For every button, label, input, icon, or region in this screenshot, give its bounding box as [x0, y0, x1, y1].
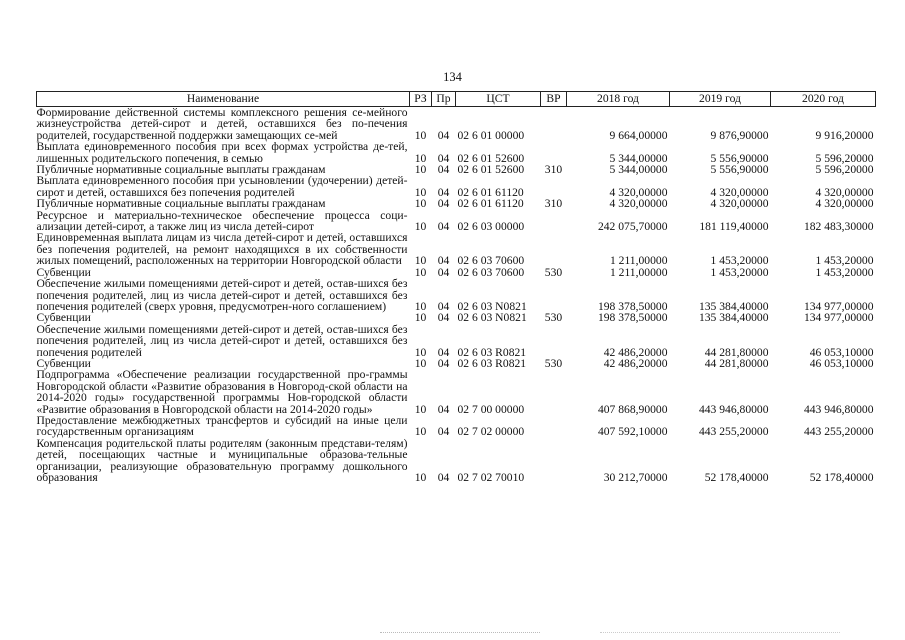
cell-pr: 04	[437, 128, 450, 142]
cell-y2018: 4 320,00000	[609, 197, 668, 211]
cell-pr: 04	[437, 197, 450, 211]
cell-y2018: 9 664,00000	[609, 128, 668, 142]
cell-rz: 10	[414, 425, 427, 439]
page-number: 134	[443, 70, 462, 84]
cell-y2018: 5 344,00000	[609, 163, 668, 177]
cell-y2019: 181 119,40000	[699, 220, 769, 234]
cell-vr	[541, 175, 567, 198]
header-rz: РЗ	[410, 92, 432, 107]
table-row	[37, 210, 876, 233]
header-cst: ЦСТ	[456, 92, 541, 107]
cell-y2020: 52 178,40000	[809, 471, 874, 484]
cell-y2018: 30 212,70000	[603, 471, 668, 484]
cell-vr	[541, 415, 567, 438]
cell-y2018: 42 486,20000	[603, 345, 668, 359]
cell-y2020: 134 977,00000	[803, 299, 874, 313]
cell-vr	[541, 369, 567, 415]
cell-y2019: 135 384,40000	[698, 311, 769, 325]
cell-cst: 02 7 02 70010	[457, 471, 525, 484]
cell-y2018: 5 344,00000	[609, 151, 668, 165]
header-2020: 2020 год	[771, 92, 876, 107]
cell-vr: 310	[544, 197, 563, 211]
cell-name: Обеспечение жилыми помещениями детей-сирот и детей, остав-шихся без попечения родителей, лиц из числа детей-сирот и детей, оставшихся без попечения родителей	[36, 322, 408, 359]
cell-y2018: 407 868,90000	[597, 402, 668, 416]
cell-pr: 04	[437, 265, 450, 279]
cell-y2020: 443 255,20000	[803, 425, 874, 439]
cell-pr: 04	[437, 151, 450, 165]
cell-cst: 02 7 00 00000	[457, 402, 525, 416]
cell-name: Выплата единовременного пособия при усыновлении (удочерении) детей-сирот и детей, оставшихся без попечения родителей	[36, 174, 408, 199]
table-row	[37, 324, 876, 358]
header-2018: 2018 год	[567, 92, 670, 107]
cell-y2019: 1 453,20000	[710, 254, 769, 268]
cell-y2020: 1 453,20000	[815, 265, 874, 279]
cell-cst: 02 6 03 R0821	[457, 356, 527, 370]
cell-pr: 04	[437, 254, 450, 268]
cell-y2020: 182 483,30000	[803, 220, 874, 234]
cell-name: Субвенции	[36, 311, 91, 325]
cell-pr: 04	[437, 402, 450, 416]
cell-pr: 04	[437, 299, 450, 313]
cell-pr: 04	[437, 220, 450, 234]
table-row	[37, 107, 876, 142]
cell-rz: 10	[414, 299, 427, 313]
cell-pr: 04	[437, 425, 450, 439]
header-name: Наименование	[37, 92, 410, 107]
cell-rz: 10	[414, 254, 427, 268]
cell-rz: 10	[414, 151, 427, 165]
scan-artifact	[380, 632, 540, 634]
cell-rz: 10	[414, 402, 427, 416]
cell-cst: 02 6 01 52600	[457, 163, 525, 177]
cell-rz: 10	[414, 311, 427, 325]
cell-cst: 02 6 03 70600	[457, 265, 525, 279]
cell-y2018: 198 378,50000	[597, 299, 668, 313]
cell-vr	[541, 278, 567, 312]
cell-rz: 10	[414, 128, 427, 142]
cell-y2020: 1 453,20000	[815, 254, 874, 268]
cell-vr	[541, 141, 567, 164]
cell-y2019: 5 556,90000	[710, 151, 769, 165]
cell-y2020: 443 946,80000	[803, 402, 874, 416]
header-2019: 2019 год	[670, 92, 771, 107]
cell-y2019: 9 876,90000	[710, 128, 769, 142]
cell-y2020: 9 916,20000	[815, 128, 874, 142]
table-row	[37, 141, 876, 164]
table-row	[37, 198, 876, 209]
cell-y2018: 407 592,10000	[597, 425, 668, 439]
cell-y2018: 1 211,00000	[609, 254, 668, 268]
cell-cst: 02 6 03 R0821	[457, 345, 527, 359]
cell-pr: 04	[437, 311, 450, 325]
cell-y2019: 5 556,90000	[710, 163, 769, 177]
cell-y2019: 443 946,80000	[698, 402, 769, 416]
cell-vr: 310	[544, 163, 563, 177]
cell-y2019: 44 281,80000	[704, 345, 769, 359]
cell-y2020: 4 320,00000	[815, 185, 874, 199]
cell-y2019: 1 453,20000	[710, 265, 769, 279]
cell-pr: 04	[437, 356, 450, 370]
cell-cst: 02 7 02 00000	[457, 425, 525, 439]
cell-y2019: 443 255,20000	[698, 425, 769, 439]
cell-rz: 10	[414, 220, 427, 234]
cell-name: Ресурсное и материально-техническое обеспечение процесса соци-ализации детей-сирот, а также лиц из числа детей-сирот	[36, 208, 408, 234]
cell-y2020: 5 596,20000	[815, 151, 874, 165]
table-row	[37, 415, 876, 438]
cell-cst: 02 6 01 61120	[457, 185, 524, 199]
cell-cst: 02 6 03 70600	[457, 254, 525, 268]
cell-y2020: 5 596,20000	[815, 163, 874, 177]
cell-cst: 02 6 03 N0821	[457, 311, 527, 325]
scan-artifact	[600, 632, 840, 634]
cell-rz: 10	[414, 265, 427, 279]
cell-y2019: 44 281,80000	[704, 356, 769, 370]
cell-vr	[541, 107, 567, 142]
cell-y2019: 135 384,40000	[698, 299, 769, 313]
table-row	[37, 232, 876, 266]
table-row	[37, 438, 876, 484]
cell-y2020: 46 053,10000	[809, 345, 874, 359]
cell-y2020: 134 977,00000	[803, 311, 874, 325]
table-row	[37, 312, 876, 323]
cell-name: Обеспечение жилыми помещениями детей-сирот и детей, остав-шихся без попечения родителей, лиц из числа детей-сирот и детей, оставшихся без попечения родителей (сверх уровня, предусмотрен-ного соглашением)	[36, 277, 408, 313]
budget-table	[36, 91, 876, 483]
cell-pr: 04	[437, 163, 450, 177]
cell-vr	[541, 438, 567, 484]
cell-cst: 02 6 01 61120	[457, 197, 524, 211]
table-row	[37, 369, 876, 415]
cell-y2019: 4 320,00000	[710, 197, 769, 211]
cell-cst: 02 6 01 00000	[457, 128, 525, 142]
table-row	[37, 175, 876, 198]
cell-rz: 10	[414, 185, 427, 199]
cell-name: Единовременная выплата лицам из числа детей-сирот и детей, оставшихся без попечения родителей, на ремонт находящихся в их собственности жилых помещений, расположенных на территории Новгородской области	[36, 231, 408, 268]
cell-rz: 10	[414, 197, 427, 211]
cell-name: Предоставление межбюджетных трансфертов и субсидий на иные цели государственным организациям	[36, 413, 408, 439]
cell-name: Выплата единовременного пособия при всех формах устройства де-тей, лишенных родительского попечения, в семью	[36, 140, 408, 165]
cell-name: Публичные нормативные социальные выплаты гражданам	[36, 163, 326, 177]
cell-rz: 10	[414, 471, 427, 484]
cell-name: Субвенции	[36, 265, 91, 279]
cell-vr	[541, 232, 567, 266]
cell-name: Формирование действенной системы комплексного решения се-мейного жизнеустройства детей-сирот и детей, оставшихся без по-печения родителей, государственной поддержки замещающих се-мей	[36, 106, 408, 142]
cell-cst: 02 6 03 00000	[457, 220, 525, 234]
header-pr: Пр	[432, 92, 456, 107]
header-vr: ВР	[541, 92, 567, 107]
cell-vr	[541, 210, 567, 233]
cell-y2018: 198 378,50000	[597, 311, 668, 325]
cell-vr: 530	[544, 311, 563, 325]
table-header	[37, 92, 876, 107]
cell-y2018: 242 075,70000	[597, 220, 668, 234]
cell-name: Субвенции	[36, 356, 91, 370]
cell-rz: 10	[414, 163, 427, 177]
cell-vr	[541, 324, 567, 358]
table-row	[37, 278, 876, 312]
cell-rz: 10	[414, 345, 427, 359]
cell-pr: 04	[437, 345, 450, 359]
cell-vr: 530	[544, 265, 563, 279]
cell-pr: 04	[437, 185, 450, 199]
cell-y2020: 46 053,10000	[809, 356, 874, 370]
table-body	[37, 107, 876, 484]
cell-y2019: 52 178,40000	[704, 471, 769, 484]
cell-pr: 04	[437, 471, 450, 484]
cell-y2018: 42 486,20000	[603, 356, 668, 370]
cell-name: Подпрограмма «Обеспечение реализации государственной про-граммы Новгородской области «Развитие образования в Новгород-ской области на 2014-2020 годы» государственной программы Нов-городской области «Развитие образования в Новгородской области на 2014-2020 годы»	[36, 368, 408, 416]
cell-cst: 02 6 01 52600	[457, 151, 525, 165]
cell-y2019: 4 320,00000	[710, 185, 769, 199]
cell-y2020: 4 320,00000	[815, 197, 874, 211]
cell-name: Публичные нормативные социальные выплаты гражданам	[36, 197, 326, 211]
cell-cst: 02 6 03 N0821	[457, 299, 527, 313]
cell-name: Компенсация родительской платы родителям (законным представи-телям) детей, посещающих частные и муниципальные образова-тельные организации, реализующие образовательную программу дошкольного образования	[36, 436, 408, 484]
cell-vr: 530	[544, 356, 563, 370]
cell-y2018: 1 211,00000	[609, 265, 668, 279]
cell-y2018: 4 320,00000	[609, 185, 668, 199]
cell-rz: 10	[414, 356, 427, 370]
